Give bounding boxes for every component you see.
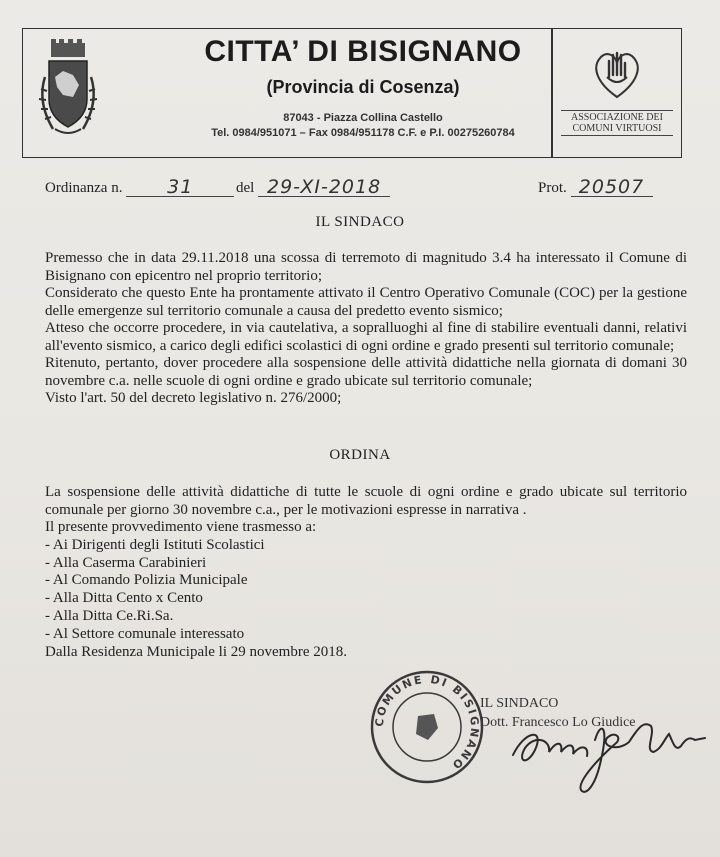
municipal-stamp-icon [368,668,486,786]
protocol-field [538,176,653,197]
recipients-section [45,519,687,661]
signer-role: IL SINDACO [480,696,559,711]
city-name: CITTA’ DI BISIGNANO [204,35,522,68]
association-logo [555,43,679,136]
premises-section [45,250,687,408]
recipient-item: - Alla Ditta Ce.Ri.Sa. [45,607,174,624]
date-label: del [236,180,255,196]
recipient-item: - Al Comando Polizia Municipale [45,572,248,589]
province-name: (Provincia di Cosenza) [266,77,460,97]
ordinance-number-field [45,176,234,197]
address: 87043 - Piazza Collina Castello [283,112,443,124]
association-line-2: COMUNI VIRTUOSI [572,123,662,134]
ordinance-number: 31 [167,176,194,198]
handwritten-signature [505,700,710,805]
premise-paragraph: Atteso che occorre procedere, in via cautelativa, a sopralluoghi al fine di stabilire eventuali danni, relativi all'evento sismico, a carico degli edifici scolastici di ogni ordine e grado presenti sul territorio comunale; [45,320,687,354]
prot-label: Prot. [538,180,567,196]
transmission-intro: Il presente provvedimento viene trasmesso a: [45,519,317,535]
order-section [45,484,687,519]
ordinance-date-field [236,176,390,197]
coat-of-arms-icon [33,37,103,147]
protocol-number: 20507 [578,176,645,198]
order-text: La sospensione delle attività didattiche di tutte le scuole di ogni ordine e grado ubicate sul territorio comunale per giorno 30 novembre c.a., per le motivazioni espresse in narrativa . [45,484,687,518]
premise-paragraph: Premesso che in data 29.11.2018 una scossa di terremoto di magnitudo 3.4 ha interessato il Comune di Bisignano con epicentro nel proprio territorio; [45,250,687,284]
contact-info: Tel. 0984/951071 – Fax 0984/951178 C.F. e P.I. 00275260784 [211,127,515,139]
stamp-text: COMUNE DI BISIGNANO [372,672,482,773]
premise-paragraph: Visto l'art. 50 del decreto legislativo n. 276/2000; [45,390,342,406]
ordinance-date: 29-XI-2018 [266,176,382,198]
letterhead [22,28,682,158]
premise-paragraph: Considerato che questo Ente ha prontamente attivato il Centro Operativo Comunale (COC) per la gestione delle emergenze sul territorio comunale a causa del predetto evento sismico; [45,285,687,319]
signer-name: Dott. Francesco Lo Giudice [480,715,636,730]
association-emblem-icon [587,43,647,101]
recipient-item: - Alla Caserma Carabinieri [45,554,207,571]
ordinance-label: Ordinanza n. [45,180,123,196]
recipient-item: - Alla Ditta Cento x Cento [45,590,203,607]
order-heading: ORDINA [329,447,391,463]
premise-paragraph: Ritenuto, pertanto, dover procedere alla sospensione delle attività didattiche nella giornata di domani 30 novembre c.a. nelle scuole di ogni ordine e grado ubicate sul territorio comunale; [45,355,687,389]
association-line-1: ASSOCIAZIONE DEI [571,112,663,123]
document-title: IL SINDACO [315,214,405,230]
recipient-item: - Ai Dirigenti degli Istituti Scolastici [45,536,265,553]
closing-line: Dalla Residenza Municipale li 29 novembre 2018. [45,643,347,660]
header-divider [551,29,553,157]
letterhead-text [133,29,593,139]
recipient-item: - Al Settore comunale interessato [45,625,245,642]
